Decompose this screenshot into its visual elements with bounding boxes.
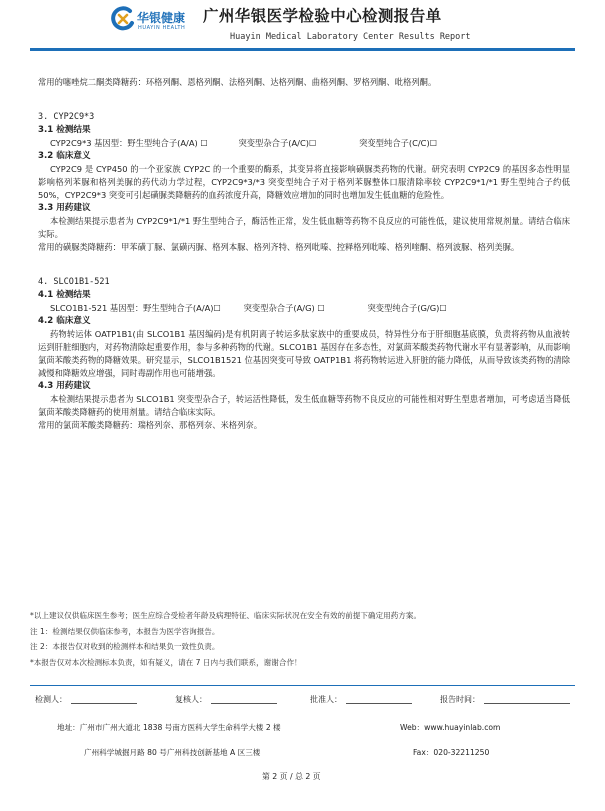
note-item: *以上建议仅供临床医生参考；医生应综合受检者年龄及病理特征、临床实际状况在安全有效的前提下确定用药方案。 [30, 611, 422, 620]
logo-text-en: HUAYIN HEALTH [138, 25, 186, 31]
sulfonylurea-drug-list: 常用的磺脲类降糖药：甲苯磺丁脲、氯磺丙脲、格列本脲、格列齐特、格列吡嗪、控释格列吡嗪、格列喹酮、格列波脲、格列美脲。 [38, 242, 520, 252]
advice-heading: 4.3 用药建议 [38, 381, 91, 391]
genotype-label: SLCO1B1-521 基因型： [50, 303, 144, 313]
huayin-logo-icon [110, 6, 136, 32]
result-heading: 3.1 检测结果 [38, 125, 91, 135]
section-title: 4. SLCO1B1-521 [38, 277, 110, 287]
section-slco1b1 [38, 276, 570, 432]
report-title-english: Huayin Medical Laboratory Center Results Report [230, 32, 471, 42]
reviewer-signature [175, 694, 277, 705]
tester-signature [35, 694, 137, 705]
fax-number: Fax：020-32211250 [413, 748, 490, 757]
page-number: 第 2 页 / 总 2 页 [262, 772, 321, 781]
section-cyp2c9 [38, 111, 570, 254]
meglitinide-drug-list: 常用的氯茴苯酸类降糖药：瑞格列奈、那格列奈、米格列奈。 [38, 420, 263, 430]
result-heading: 4.1 检测结果 [38, 290, 91, 300]
genotype-line [38, 302, 570, 315]
clinical-text: CYP2C9 是 CYP450 的一个亚家族 CYP2C 的一个重要的酶系，其变异将直接影响磺脲类药物的代谢。研究表明 CYP2C9 的基因多态性明显影响格列苯脲和格列美脲的药代动力学过程，CYP2C9*3/*3 突变型纯合子对于格列苯脲整体口服清除率较 CYP2C9*1/*1 野生型纯合子约低 50%，CYP2C9*3 突变可引起磺脲类降糖药的血药浓度升高，降糖效应增加的同时也增加发生低血糖的危险性。 [38, 164, 570, 200]
clinical-heading: 3.2 临床意义 [38, 151, 91, 161]
logo-text-cn: 华银健康 [137, 11, 186, 25]
genotype-label: CYP2C9*3 基因型： [50, 138, 128, 148]
genotype-option-wildtype: 野生型纯合子(A/A) ☐ [127, 138, 208, 148]
advice-text: 本检测结果提示患者为 SLCO1B1 突变型杂合子，转运活性降低，发生低血糖等药物不良反应的可能性相对野生型患者增加，可考虑适当降低氯茴苯酸类降糖药的使用剂量。请结合临床实际。 [38, 394, 570, 417]
header-divider [30, 48, 575, 51]
section-title: 3. CYP2C9*3 [38, 112, 95, 122]
note-item: 注 2：本报告仅对收到的检测样本和结果负一致性负责。 [30, 642, 220, 651]
report-title: 广州华银医学检验中心检测报告单 [203, 7, 442, 25]
address-primary: 地址：广州市广州大道北 1838 号南方医科大学生命科学大楼 2 楼 [57, 723, 281, 732]
report-time [440, 694, 570, 705]
genotype-option-wildtype: 野生型纯合子(A/A)☐ [143, 303, 221, 313]
report-time-label: 报告时间： [440, 695, 480, 704]
advice-text: 本检测结果提示患者为 CYP2C9*1/*1 野生型纯合子，酶活性正常，发生低血糖等药物不良反应的可能性低，建议使用常规剂量。请结合临床实际。 [38, 216, 570, 239]
note-item: 注 1：检测结果仅供临床参考，本报告为医学咨询报告。 [30, 626, 220, 636]
genotype-option-homozygous: 突变型纯合子(C/C)☐ [359, 138, 438, 148]
approver-label: 批准人： [310, 695, 342, 704]
advice-heading: 3.3 用药建议 [38, 203, 91, 213]
footer-divider [30, 685, 575, 686]
reviewer-signature-line [211, 703, 277, 704]
tzd-drug-list: 常用的噻唑烷二酮类降糖药：环格列酮、恩格列酮、法格列酮、达格列酮、曲格列酮、罗格列酮、吡格列酮。 [38, 77, 437, 87]
address-secondary: 广州科学城掘月路 80 号广州科技创新基地 A 区三楼 [84, 748, 261, 757]
clinical-text: 药物转运体 OATP1B1(由 SLCO1B1 基因编码)是有机阴离子转运多肽家族中的重要成员，特异性分布于肝细胞基底膜，负责将药物从血液转运到肝脏细胞内，对药物清除起重要作用，参与多种药物的代谢。SLCO1B1 基因存在多态性，对氯茴苯酸类药物代谢水平有显著影响，从而影响氯茴苯酸类药物的降糖效果。研究显示，SLCO1B1521 位基因突变可导致 OATP1B1 将药物转运进入肝脏的能力降低，从而导致该类药物的清除减慢和降糖效应增强，同时毒副作用也可能增强。 [38, 329, 570, 378]
note-item: *本报告仅对本次检测标本负责，如有疑义，请在 7 日内与我们联系，谢谢合作！ [30, 657, 302, 667]
report-time-line [484, 703, 570, 704]
report-header [0, 0, 605, 60]
approver-signature-line [346, 703, 412, 704]
website-link[interactable]: Web：www.huayinlab.com [400, 723, 501, 732]
genotype-option-homozygous: 突变型纯合子(G/G)☐ [367, 303, 447, 313]
report-body [38, 76, 570, 432]
genotype-option-heterozygous: 突变型杂合子(A/C)☐ [238, 138, 317, 148]
genotype-option-heterozygous: 突变型杂合子(A/G) ☐ [243, 303, 325, 313]
approver-signature [310, 694, 412, 705]
tester-signature-line [71, 703, 137, 704]
report-notes [30, 608, 570, 670]
signature-row [35, 694, 575, 710]
clinical-heading: 4.2 临床意义 [38, 316, 91, 326]
company-logo [110, 6, 195, 36]
tester-label: 检测人： [35, 695, 67, 704]
genotype-line [38, 137, 570, 150]
reviewer-label: 复核人： [175, 695, 207, 704]
